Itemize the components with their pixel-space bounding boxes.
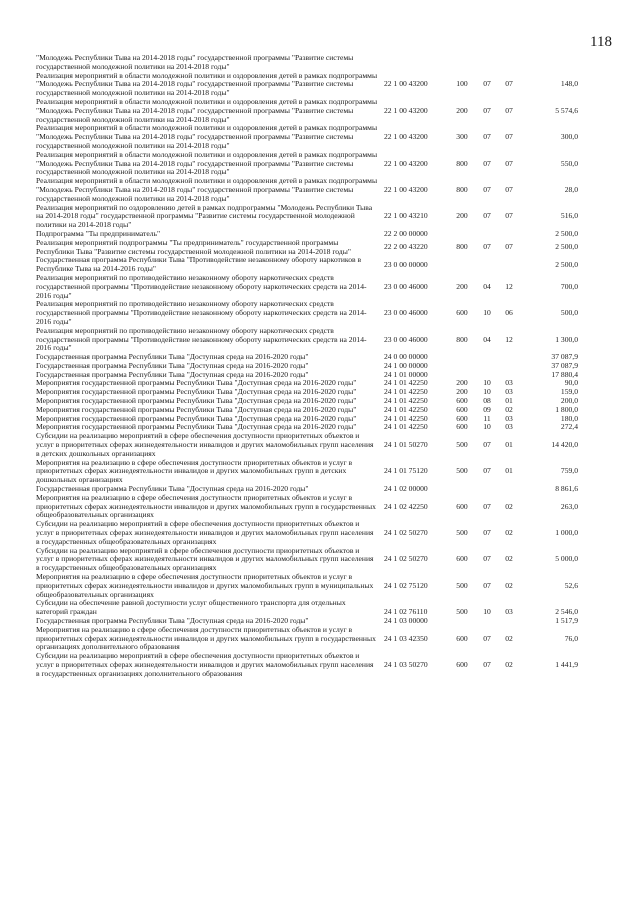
row-vr-code: 500	[456, 466, 468, 476]
row-rz-code: 10	[483, 387, 491, 397]
row-sum: 272,4	[560, 422, 578, 432]
row-pr-code: 07	[505, 158, 513, 168]
row-pr-code: 02	[505, 501, 513, 511]
row-name: Реализация мероприятий в области молодежной политики и оздоровления детей в рамках подпрограммы "Молодежь Республики Тыва на 2014-2018 годы" государственной программы "Развитие системы государственной молодежной политики на 2014-2018 годы"	[36, 96, 378, 124]
row-name: Субсидии на реализацию мероприятий в сфере обеспечения доступности приоритетных объектов и услуг в приоритетных сферах жизнедеятельности инвалидов и других маломобильных групп населения в государственных общеобразовательных организациях	[36, 519, 374, 546]
row-pr-code: 06	[505, 308, 513, 318]
table-row	[36, 98, 608, 124]
row-name: Подпрограмма "Ты предприниматель"	[36, 228, 161, 238]
row-rz-code: 11	[483, 413, 491, 423]
row-sum: 1 800,0	[555, 404, 578, 414]
row-vr-code: 600	[456, 396, 468, 406]
row-pr-code: 03	[505, 413, 513, 423]
table-row	[36, 459, 608, 485]
row-sum: 37 087,9	[551, 352, 578, 362]
row-sum: 148,0	[560, 79, 578, 89]
row-vr-code: 800	[456, 242, 468, 252]
row-csr-code: 24 1 01 42250	[384, 387, 428, 397]
row-vr-code: 100	[456, 79, 468, 89]
row-vr-code: 800	[456, 158, 468, 168]
row-rz-code: 07	[483, 440, 491, 450]
row-name: "Молодежь Республики Тыва на 2014-2018 годы" государственной программы "Развитие системы государственной молодежной политики на 2014-2018 годы"	[36, 53, 354, 71]
row-rz-code: 07	[483, 132, 491, 142]
row-name: Реализация мероприятий по оздоровлению детей в рамках подпрограммы "Молодежь Республики Тыва на 2014-2018 годы" государственной программы "Развитие системы государственной молодежной политики на 2014-2018 годы"	[36, 202, 373, 230]
row-pr-code: 03	[505, 422, 513, 432]
row-sum: 37 087,9	[551, 360, 578, 370]
table-row	[36, 204, 608, 230]
row-rz-code: 07	[483, 659, 491, 669]
row-name: Мероприятия государственной программы Республики Тыва "Доступная среда на 2016-2020 годы"	[36, 396, 357, 406]
row-sum: 2 500,0	[555, 242, 578, 252]
row-sum: 5 000,0	[555, 554, 578, 564]
row-csr-code: 24 1 01 42250	[384, 413, 428, 423]
row-name: Реализация мероприятий в области молодежной политики и оздоровления детей в рамках подпрограммы "Молодежь Республики Тыва на 2014-2018 годы" государственной программы "Развитие системы государственной молодежной политики на 2014-2018 годы"	[36, 123, 378, 150]
row-name: Субсидии на реализацию мероприятий в сфере обеспечения доступности приоритетных объектов и услуг в приоритетных сферах жизнедеятельности инвалидов и других маломобильных групп населения в государственных общеобразовательных организациях	[36, 545, 374, 573]
row-csr-code: 24 1 02 42250	[384, 501, 428, 511]
row-pr-code: 03	[505, 387, 513, 397]
row-csr-code: 24 1 01 00000	[384, 369, 428, 379]
row-name: Реализация мероприятий в области молодежной политики и оздоровления детей в рамках подпрограммы "Молодежь Республики Тыва на 2014-2018 годы" государственной программы "Развитие системы государственной молодежной политики на 2014-2018 годы"	[36, 149, 378, 177]
row-pr-code: 02	[505, 659, 513, 669]
row-vr-code: 500	[456, 580, 468, 590]
row-pr-code: 12	[505, 281, 513, 291]
row-rz-code: 07	[483, 580, 491, 590]
table-row	[36, 626, 608, 652]
row-csr-code: 22 2 00 43220	[384, 242, 428, 252]
row-sum: 90,0	[564, 378, 578, 388]
table-row	[36, 151, 608, 177]
row-vr-code: 600	[456, 422, 468, 432]
table-row	[36, 274, 608, 300]
row-name: Мероприятия государственной программы Республики Тыва "Доступная среда на 2016-2020 годы"	[36, 413, 357, 423]
row-sum: 17 880,4	[551, 369, 578, 379]
table-row	[36, 547, 608, 573]
row-csr-code: 24 1 01 42250	[384, 422, 428, 432]
row-sum: 28,0	[564, 184, 578, 194]
row-vr-code: 600	[456, 633, 468, 643]
row-vr-code: 300	[456, 132, 468, 142]
row-name: Государственная программа Республики Тыва "Доступная среда на 2016-2020 годы"	[36, 369, 309, 379]
row-rz-code: 07	[483, 501, 491, 511]
row-csr-code: 24 1 03 50270	[384, 659, 428, 669]
row-pr-code: 01	[505, 466, 513, 476]
row-vr-code: 500	[456, 440, 468, 450]
row-csr-code: 23 0 00 00000	[384, 259, 428, 269]
row-sum: 200,0	[560, 396, 578, 406]
row-sum: 300,0	[560, 132, 578, 142]
row-csr-code: 22 1 00 43200	[384, 132, 428, 142]
row-sum: 2 500,0	[555, 259, 578, 269]
row-pr-code: 01	[505, 440, 513, 450]
row-csr-code: 24 1 03 42350	[384, 633, 428, 643]
row-vr-code: 200	[456, 105, 468, 115]
table-row	[36, 652, 608, 678]
row-csr-code: 23 0 00 46000	[384, 334, 428, 344]
row-name: Мероприятия на реализацию в сфере обеспечения доступности приоритетных объектов и услуг в приоритетных сферах жизнедеятельности инвалидов и других маломобильных групп в детских дошкольных организациях	[36, 457, 353, 485]
row-csr-code: 24 1 01 75120	[384, 466, 428, 476]
row-csr-code: 24 1 02 50270	[384, 554, 428, 564]
row-rz-code: 07	[483, 466, 491, 476]
table-row	[36, 432, 608, 458]
row-pr-code: 07	[505, 132, 513, 142]
row-pr-code: 03	[505, 378, 513, 388]
row-rz-code: 07	[483, 554, 491, 564]
row-sum: 1 517,9	[555, 616, 578, 625]
row-name: Мероприятия государственной программы Республики Тыва "Доступная среда на 2016-2020 годы"	[36, 404, 357, 414]
row-sum: 76,0	[564, 633, 578, 643]
row-csr-code: 24 1 01 42250	[384, 404, 428, 414]
row-sum: 516,0	[560, 211, 578, 221]
row-rz-code: 04	[483, 334, 491, 344]
row-sum: 14 420,0	[551, 440, 578, 450]
table-row	[36, 239, 608, 257]
row-rz-code: 07	[483, 79, 491, 89]
row-vr-code: 600	[456, 554, 468, 564]
row-csr-code: 22 1 00 43200	[384, 158, 428, 168]
row-vr-code: 600	[456, 659, 468, 669]
row-pr-code: 07	[505, 105, 513, 115]
row-name: Мероприятия государственной программы Республики Тыва "Доступная среда на 2016-2020 годы"	[36, 387, 357, 397]
row-csr-code: 24 1 03 00000	[384, 616, 428, 625]
row-csr-code: 24 1 02 76110	[384, 607, 428, 617]
row-csr-code: 22 1 00 43210	[384, 211, 428, 221]
row-rz-code: 10	[483, 378, 491, 388]
row-sum: 1 300,0	[555, 334, 578, 344]
row-vr-code: 200	[456, 281, 468, 291]
row-name: Мероприятия государственной программы Республики Тыва "Доступная среда на 2016-2020 годы"	[36, 378, 357, 388]
row-csr-code: 22 1 00 43200	[384, 105, 428, 115]
row-sum: 180,0	[560, 413, 578, 423]
row-vr-code: 200	[456, 378, 468, 388]
row-name: Государственная программа Республики Тыва "Доступная среда на 2016-2020 годы"	[36, 352, 309, 362]
budget-table	[36, 54, 608, 679]
row-name: Государственная программа Республики Тыва "Доступная среда на 2016-2020 годы"	[36, 360, 309, 370]
row-pr-code: 07	[505, 242, 513, 252]
table-row	[36, 599, 608, 617]
row-rz-code: 09	[483, 404, 491, 414]
row-rz-code: 07	[483, 184, 491, 194]
row-sum: 700,0	[560, 281, 578, 291]
row-name: Мероприятия на реализацию в сфере обеспечения доступности приоритетных объектов и услуг в приоритетных сферах жизнедеятельности инвалидов и других маломобильных групп в муниципальных общеобразовательных организациях	[36, 572, 374, 599]
row-pr-code: 07	[505, 184, 513, 194]
table-row	[36, 54, 608, 72]
row-csr-code: 24 1 02 50270	[384, 528, 428, 538]
row-sum: 1 000,0	[555, 528, 578, 538]
row-vr-code: 600	[456, 404, 468, 414]
row-rz-code: 10	[483, 308, 491, 318]
row-name: Реализация мероприятий по противодействию незаконному обороту наркотических средств государственной программы "Противодействие незаконному обороту наркотических средств на 2014-2016 годы"	[36, 272, 367, 300]
row-rz-code: 08	[483, 396, 491, 406]
row-name: Государственная программа Республики Тыва "Противодействие незаконному обороту наркотиков в Республике Тыва на 2014-2016 годы"	[36, 255, 362, 274]
row-vr-code: 600	[456, 501, 468, 511]
row-csr-code: 24 1 02 75120	[384, 580, 428, 590]
row-pr-code: 02	[505, 528, 513, 538]
row-pr-code: 02	[505, 404, 513, 414]
row-csr-code: 23 0 00 46000	[384, 281, 428, 291]
row-csr-code: 24 1 01 42250	[384, 378, 428, 388]
table-row	[36, 177, 608, 203]
row-pr-code: 02	[505, 633, 513, 643]
row-sum: 1 441,9	[555, 659, 578, 669]
row-pr-code: 07	[505, 79, 513, 89]
page-number: 118	[590, 34, 612, 50]
row-rz-code: 10	[483, 422, 491, 432]
row-csr-code: 22 1 00 43200	[384, 184, 428, 194]
row-pr-code: 12	[505, 334, 513, 344]
row-pr-code: 02	[505, 580, 513, 590]
row-vr-code: 800	[456, 334, 468, 344]
table-row	[36, 300, 608, 326]
row-rz-code: 07	[483, 211, 491, 221]
table-row	[36, 72, 608, 98]
row-vr-code: 800	[456, 184, 468, 194]
row-sum: 8 861,6	[555, 484, 578, 494]
row-pr-code: 03	[505, 607, 513, 617]
row-rz-code: 07	[483, 105, 491, 115]
row-rz-code: 07	[483, 633, 491, 643]
table-row	[36, 573, 608, 599]
row-csr-code: 24 1 00 00000	[384, 360, 428, 370]
row-name: Субсидии на реализацию мероприятий в сфере обеспечения доступности приоритетных объектов и услуг в приоритетных сферах жизнедеятельности инвалидов и других маломобильных групп населения в детских дошкольных организациях	[36, 431, 374, 458]
row-csr-code: 23 0 00 46000	[384, 308, 428, 318]
row-name: Субсидии на обеспечение равной доступности услуг общественного транспорта для отдельных категорий граждан	[36, 598, 346, 617]
row-rz-code: 07	[483, 528, 491, 538]
row-rz-code: 04	[483, 281, 491, 291]
row-name: Государственная программа Республики Тыва "Доступная среда на 2016-2020 годы"	[36, 484, 309, 494]
row-csr-code: 22 1 00 43200	[384, 79, 428, 89]
row-csr-code: 24 1 02 00000	[384, 484, 428, 494]
row-name: Реализация мероприятий подпрограммы "Ты предприниматель" государственной программы Республики Тыва "Развитие системы государственной молодежной политики на 2014-2018 годы"	[36, 237, 351, 256]
row-sum: 759,0	[560, 466, 578, 476]
row-rz-code: 10	[483, 607, 491, 617]
row-name: Реализация мероприятий в области молодежной политики и оздоровления детей в рамках подпрограммы "Молодежь Республики Тыва на 2014-2018 годы" государственной программы "Развитие системы государственной молодежной политики на 2014-2018 годы"	[36, 176, 378, 203]
row-name: Субсидии на реализацию мероприятий в сфере обеспечения доступности приоритетных объектов и услуг в приоритетных сферах жизнедеятельности инвалидов и других маломобильных групп населения в государственных организациях дополнительного образования	[36, 651, 374, 678]
row-pr-code: 01	[505, 396, 513, 406]
table-row	[36, 520, 608, 546]
row-rz-code: 07	[483, 158, 491, 168]
table-row	[36, 124, 608, 150]
row-csr-code: 24 1 01 42250	[384, 396, 428, 406]
row-name: Мероприятия на реализацию в сфере обеспечения доступности приоритетных объектов и услуг в приоритетных сферах жизнедеятельности инвалидов и других маломобильных групп в государственных организациях дополнительного образования	[36, 624, 376, 652]
row-rz-code: 07	[483, 242, 491, 252]
table-row	[36, 256, 608, 274]
row-csr-code: 24 0 00 00000	[384, 352, 428, 362]
row-sum: 52,6	[564, 580, 578, 590]
row-name: Государственная программа Республики Тыва "Доступная среда на 2016-2020 годы"	[36, 616, 309, 625]
table-row	[36, 494, 608, 520]
row-name: Мероприятия на реализацию в сфере обеспечения доступности приоритетных объектов и услуг в приоритетных сферах жизнедеятельности инвалидов и других маломобильных групп в государственных общеобразовательных организациях	[36, 492, 376, 520]
row-vr-code: 200	[456, 211, 468, 221]
row-sum: 550,0	[560, 158, 578, 168]
row-pr-code: 07	[505, 211, 513, 221]
row-vr-code: 200	[456, 387, 468, 397]
row-vr-code: 500	[456, 528, 468, 538]
row-csr-code: 24 1 01 50270	[384, 440, 428, 450]
row-name: Реализация мероприятий в области молодежной политики и оздоровления детей в рамках подпрограммы "Молодежь Республики Тыва на 2014-2018 годы" государственной программы "Развитие системы государственной молодежной политики на 2014-2018 годы"	[36, 70, 378, 98]
table-row	[36, 327, 608, 353]
row-vr-code: 500	[456, 607, 468, 617]
row-sum: 159,0	[560, 387, 578, 397]
row-sum: 2 546,0	[555, 607, 578, 617]
row-csr-code: 22 2 00 00000	[384, 228, 428, 238]
row-sum: 500,0	[560, 308, 578, 318]
row-vr-code: 600	[456, 308, 468, 318]
row-sum: 263,0	[560, 501, 578, 511]
row-name: Реализация мероприятий по противодействию незаконному обороту наркотических средств государственной программы "Противодействие незаконному обороту наркотических средств на 2014-2016 годы"	[36, 299, 367, 326]
row-name: Реализация мероприятий по противодействию незаконному обороту наркотических средств государственной программы "Противодействие незаконному обороту наркотических средств на 2014-2016 годы"	[36, 325, 367, 353]
row-vr-code: 600	[456, 413, 468, 423]
row-sum: 2 500,0	[555, 228, 578, 238]
row-sum: 5 574,6	[555, 105, 578, 115]
row-name: Мероприятия государственной программы Республики Тыва "Доступная среда на 2016-2020 годы"	[36, 422, 357, 432]
row-pr-code: 02	[505, 554, 513, 564]
